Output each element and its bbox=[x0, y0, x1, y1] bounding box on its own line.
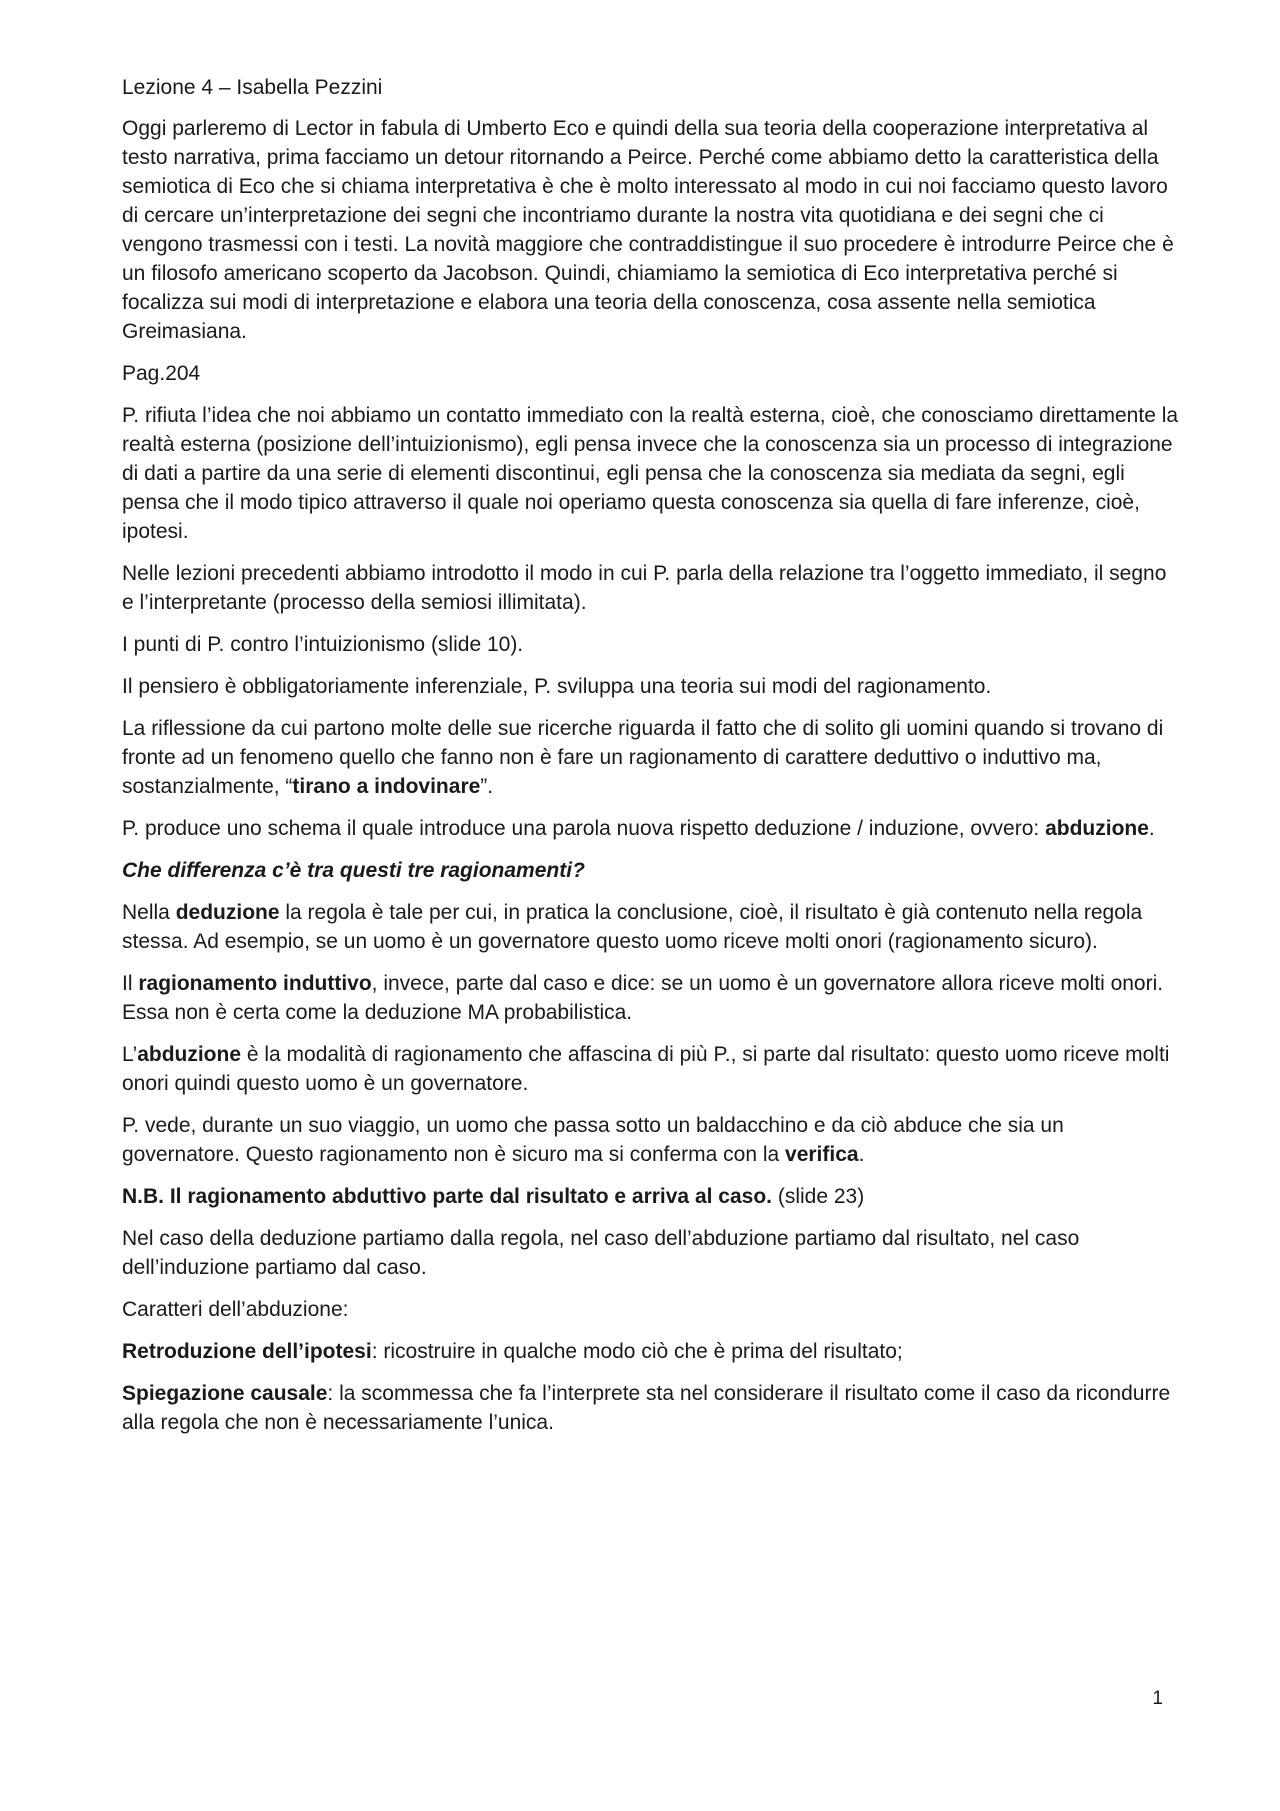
paragraph-points-intuitionism: I punti di P. contro l’intuizionismo (slide 10). bbox=[122, 633, 524, 656]
text-run: , invece, parte dal caso e dice: se un uomo è un governatore allora riceve molti onori. Essa non è certa come la deduzione MA probabilistica. bbox=[122, 972, 1164, 1024]
text-run: : ricostruire in qualche modo ciò che è prima del risultato; bbox=[371, 1340, 903, 1363]
text-run: (slide 23) bbox=[772, 1185, 865, 1208]
text-run: la regola è tale per cui, in pratica la conclusione, cioè, il risultato è già contenuto nella regola stessa. Ad esempio, se un uomo è un governatore questo uomo riceve molti onori (ragionamento sicuro). bbox=[122, 901, 1143, 953]
paragraph-causal-explanation bbox=[122, 1379, 1182, 1437]
paragraph-guessing bbox=[122, 714, 1182, 801]
document-title: Lezione 4 – Isabella Pezzini bbox=[122, 76, 383, 99]
paragraph-inferential-thought: Il pensiero è obbligatoriamente inferenziale, P. sviluppa una teoria sui modi del ragionamento. bbox=[122, 675, 992, 698]
text-run: L’ bbox=[122, 1043, 138, 1066]
page-reference: Pag.204 bbox=[122, 362, 201, 385]
bold-text: Retroduzione dell’ipotesi bbox=[122, 1340, 372, 1363]
text-run: è la modalità di ragionamento che affascina di più P., si parte dal risultato: questo uomo riceve molti onori quindi questo uomo è un governatore. bbox=[122, 1043, 1170, 1095]
paragraph-previous-lessons: Nelle lezioni precedenti abbiamo introdotto il modo in cui P. parla della relazione tra l’oggetto immediato, il segno e l’interpretante (processo della semiosi illimitata). bbox=[122, 562, 1167, 614]
paragraph-induction bbox=[122, 969, 1182, 1027]
bold-text: tirano a indovinare bbox=[292, 775, 481, 798]
bold-text: N.B. Il ragionamento abduttivo parte dal risultato e arriva al caso. bbox=[122, 1185, 772, 1208]
paragraph-deduction bbox=[122, 898, 1182, 956]
text-run: La riflessione da cui partono molte delle sue ricerche riguarda il fatto che di solito gli uomini quando si trovano di fronte ad un fenomeno quello che fanno non è fare un ragionamento di carattere deduttivo o induttivo ma, sostanzialmente, “ bbox=[122, 717, 1164, 798]
text-run: : la scommessa che fa l’interprete sta nel considerare il risultato come il caso da ricondurre alla regola che non è necessariamente l’unica. bbox=[122, 1382, 1171, 1434]
paragraph-abduction-characters: Caratteri dell’abduzione: bbox=[122, 1298, 349, 1321]
text-run: P. produce uno schema il quale introduce una parola nuova rispetto deduzione / induzione, ovvero: bbox=[122, 817, 1046, 840]
document-body bbox=[122, 73, 1182, 1450]
bold-text: ragionamento induttivo bbox=[138, 972, 372, 995]
bold-text: Spiegazione causale bbox=[122, 1382, 328, 1405]
paragraph-retroduction bbox=[122, 1337, 1182, 1366]
paragraph-nb-note bbox=[122, 1182, 1182, 1211]
page-number: 1 bbox=[1152, 1688, 1163, 1709]
text-run: Il bbox=[122, 972, 139, 995]
text-run: . bbox=[858, 1143, 865, 1166]
paragraph-abduction bbox=[122, 1040, 1182, 1098]
bold-text: deduzione bbox=[175, 901, 280, 924]
paragraph-starting-points: Nel caso della deduzione partiamo dalla regola, nel caso dell’abduzione partiamo dal risultato, nel caso dell’induzione partiamo dal caso. bbox=[122, 1227, 1080, 1279]
text-run: P. vede, durante un suo viaggio, un uomo che passa sotto un baldacchino e da ciò abduce che sia un governatore. Questo ragionamento non è sicuro ma si conferma con la bbox=[122, 1114, 1064, 1166]
text-run: ”. bbox=[480, 775, 494, 798]
paragraph-abduction-intro bbox=[122, 814, 1182, 843]
paragraph-peirce-rejects: P. rifiuta l’idea che noi abbiamo un contatto immediato con la realtà esterna, cioè, che conosciamo direttamente la realtà esterna (posizione dell’intuizionismo), egli pensa invece che la conoscenza sia un processo di integrazione di dati a partire da una serie di elementi discontinui, egli pensa che la conoscenza sia mediata da segni, egli pensa che il modo tipico attraverso il quale noi operiamo questa conoscenza sia quella di fare inferenze, cioè, ipotesi. bbox=[122, 404, 1179, 543]
bold-text: verifica bbox=[785, 1143, 859, 1166]
bold-text: abduzione bbox=[1045, 817, 1149, 840]
text-run: Nella bbox=[122, 901, 176, 924]
paragraph-governor-example bbox=[122, 1111, 1182, 1169]
paragraph-intro: Oggi parleremo di Lector in fabula di Umberto Eco e quindi della sua teoria della cooperazione interpretativa al testo narrativa, prima facciamo un detour ritornando a Peirce. Perché come abbiamo detto la caratteristica della semiotica di Eco che si chiama interpretativa è che è molto interessato al modo in cui noi facciamo questo lavoro di cercare un’interpretazione dei segni che incontriamo durante la nostra vita quotidiana e dei segni che ci vengono trasmessi con i testi. La novità maggiore che contraddistingue il suo procedere è introdurre Peirce che è un filosofo americano scoperto da Jacobson. Quindi, chiamiamo la semiotica di Eco interpretativa perché si focalizza sui modi di interpretazione e elabora una teoria della conoscenza, cosa assente nella semiotica Greimasiana. bbox=[122, 117, 1174, 343]
bold-text: abduzione bbox=[137, 1043, 242, 1066]
text-run: . bbox=[1148, 817, 1155, 840]
question-heading: Che differenza c’è tra questi tre ragionamenti? bbox=[122, 859, 585, 882]
